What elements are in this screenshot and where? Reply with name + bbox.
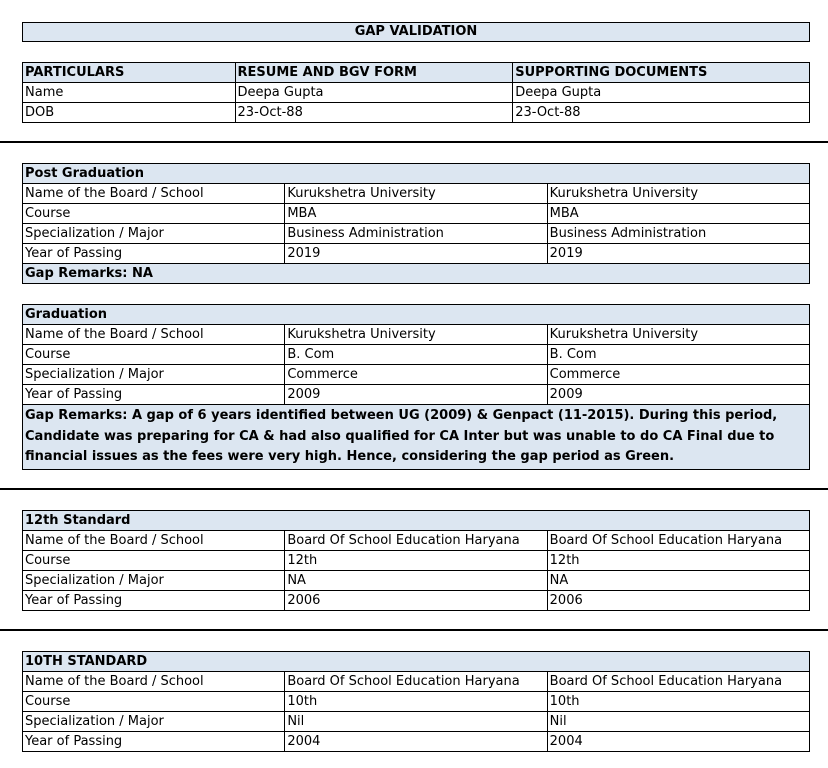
row-label: DOB <box>23 103 236 123</box>
row-label: Specialization / Major <box>23 365 285 385</box>
row-label: Year of Passing <box>23 732 285 752</box>
section-divider <box>0 141 828 143</box>
docs-value: MBA <box>547 204 809 224</box>
docs-value: 2006 <box>547 591 809 611</box>
resume-value: Commerce <box>285 365 547 385</box>
table-row <box>23 672 810 692</box>
table-row <box>23 551 810 571</box>
resume-value: B. Com <box>285 345 547 365</box>
table-row <box>23 732 810 752</box>
table-row <box>23 712 810 732</box>
gap-remarks: Gap Remarks: NA <box>23 264 810 284</box>
row-label: Name of the Board / School <box>23 672 285 692</box>
section-header-row <box>23 164 810 184</box>
docs-value: 2009 <box>547 385 809 405</box>
row-label: Year of Passing <box>23 591 285 611</box>
resume-value: Deepa Gupta <box>235 83 513 103</box>
table-row <box>23 345 810 365</box>
section-header-row <box>23 305 810 325</box>
docs-value: 2004 <box>547 732 809 752</box>
table-row <box>23 365 810 385</box>
row-label: Name <box>23 83 236 103</box>
table-row <box>23 83 810 103</box>
graduation-table <box>22 304 810 470</box>
col-resume: RESUME AND BGV FORM <box>235 63 513 83</box>
row-label: Course <box>23 204 285 224</box>
section-title: 10TH STANDARD <box>23 652 810 672</box>
docs-value: 10th <box>547 692 809 712</box>
row-label: Name of the Board / School <box>23 531 285 551</box>
remarks-row <box>23 264 810 284</box>
row-label: Course <box>23 551 285 571</box>
docs-value: Board Of School Education Haryana <box>547 672 809 692</box>
section-divider <box>0 488 828 490</box>
resume-value: 10th <box>285 692 547 712</box>
row-label: Course <box>23 345 285 365</box>
col-particulars: PARTICULARS <box>23 63 236 83</box>
row-label: Course <box>23 692 285 712</box>
docs-value: Kurukshetra University <box>547 184 809 204</box>
twelfth-table <box>22 510 810 611</box>
gap-remarks: Gap Remarks: A gap of 6 years identified between UG (2009) & Genpact (11-2015). During this period, Candidate was preparing for CA & had also qualified for CA Inter but was unable to do CA Final due to financial issues as the fees were very high. Hence, considering the gap period as Green. <box>23 405 810 470</box>
table-row <box>23 204 810 224</box>
docs-value: NA <box>547 571 809 591</box>
section-title: 12th Standard <box>23 511 810 531</box>
resume-value: Board Of School Education Haryana <box>285 672 547 692</box>
post-graduation-table <box>22 163 810 284</box>
resume-value: Nil <box>285 712 547 732</box>
docs-value: 12th <box>547 551 809 571</box>
section-title: Post Graduation <box>23 164 810 184</box>
col-supporting: SUPPORTING DOCUMENTS <box>513 63 810 83</box>
resume-value: 23-Oct-88 <box>235 103 513 123</box>
table-header-row <box>23 63 810 83</box>
docs-value: B. Com <box>547 345 809 365</box>
remarks-row <box>23 405 810 470</box>
docs-value: Deepa Gupta <box>513 83 810 103</box>
docs-value: 2019 <box>547 244 809 264</box>
table-row <box>23 325 810 345</box>
row-label: Specialization / Major <box>23 571 285 591</box>
row-label: Specialization / Major <box>23 712 285 732</box>
personal-table <box>22 62 810 123</box>
resume-value: 12th <box>285 551 547 571</box>
resume-value: Business Administration <box>285 224 547 244</box>
page-title: GAP VALIDATION <box>22 22 810 42</box>
docs-value: Kurukshetra University <box>547 325 809 345</box>
table-row <box>23 531 810 551</box>
section-divider <box>0 629 828 631</box>
row-label: Year of Passing <box>23 244 285 264</box>
table-row <box>23 244 810 264</box>
resume-value: NA <box>285 571 547 591</box>
table-row <box>23 591 810 611</box>
row-label: Specialization / Major <box>23 224 285 244</box>
table-row <box>23 692 810 712</box>
table-row <box>23 103 810 123</box>
section-header-row <box>23 652 810 672</box>
docs-value: Board Of School Education Haryana <box>547 531 809 551</box>
table-row <box>23 224 810 244</box>
resume-value: Kurukshetra University <box>285 325 547 345</box>
resume-value: Kurukshetra University <box>285 184 547 204</box>
tenth-table <box>22 651 810 752</box>
resume-value: MBA <box>285 204 547 224</box>
docs-value: 23-Oct-88 <box>513 103 810 123</box>
section-header-row <box>23 511 810 531</box>
resume-value: Board Of School Education Haryana <box>285 531 547 551</box>
resume-value: 2006 <box>285 591 547 611</box>
docs-value: Business Administration <box>547 224 809 244</box>
docs-value: Nil <box>547 712 809 732</box>
section-title: Graduation <box>23 305 810 325</box>
row-label: Name of the Board / School <box>23 184 285 204</box>
resume-value: 2019 <box>285 244 547 264</box>
resume-value: 2009 <box>285 385 547 405</box>
table-row <box>23 571 810 591</box>
row-label: Year of Passing <box>23 385 285 405</box>
docs-value: Commerce <box>547 365 809 385</box>
table-row <box>23 385 810 405</box>
row-label: Name of the Board / School <box>23 325 285 345</box>
resume-value: 2004 <box>285 732 547 752</box>
table-row <box>23 184 810 204</box>
